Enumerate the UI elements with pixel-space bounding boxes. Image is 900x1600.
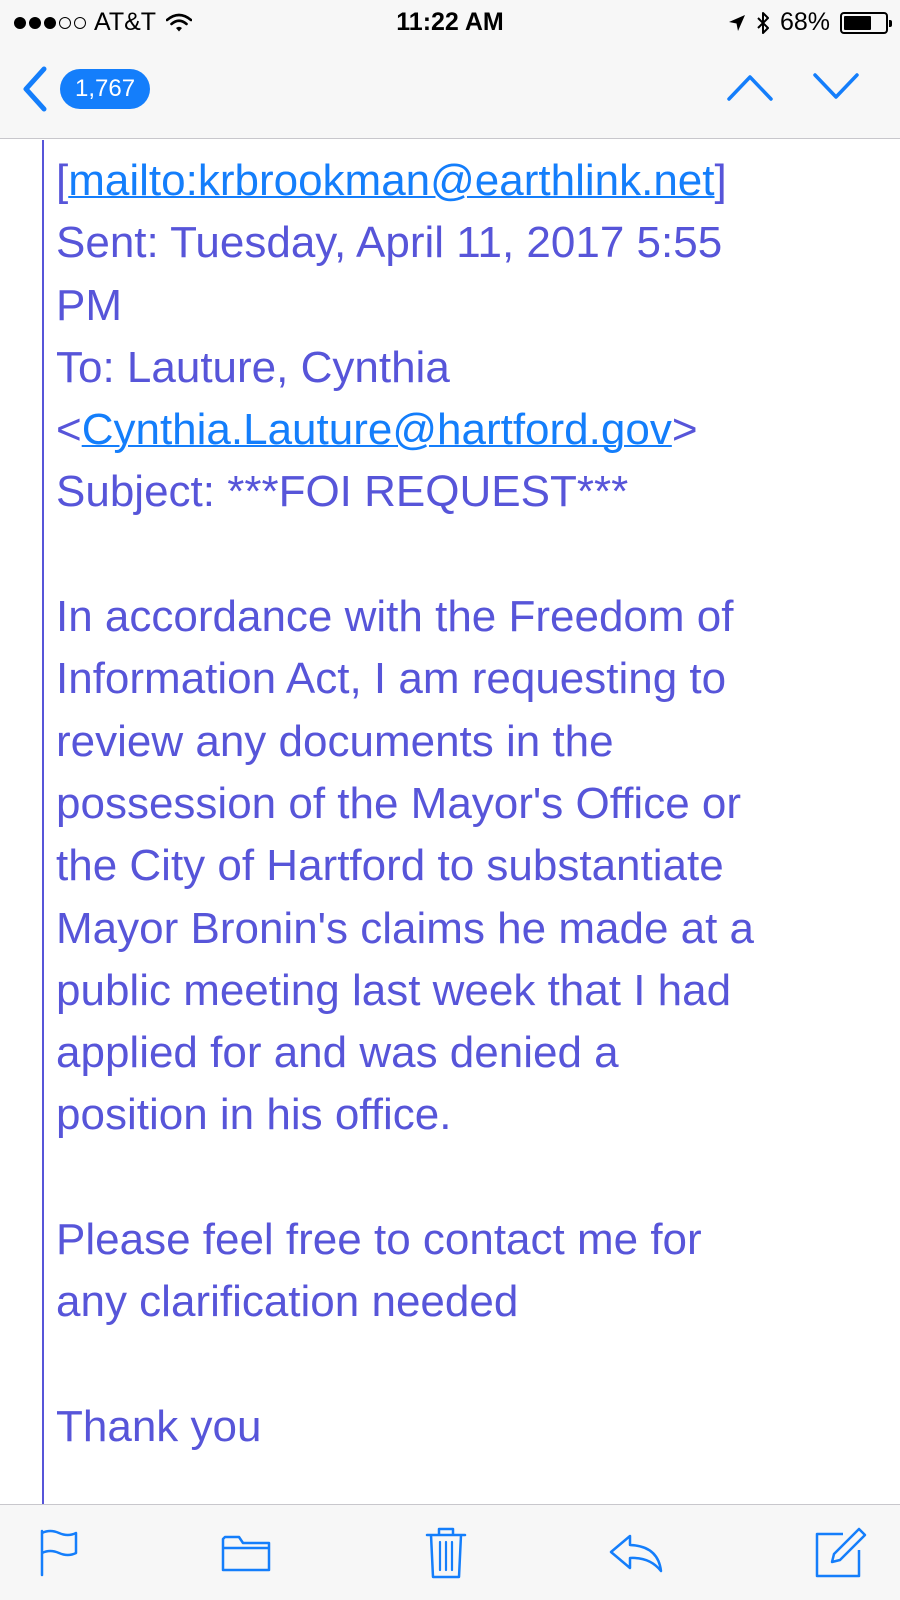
body-line: Please feel free to contact me for [56, 1215, 702, 1265]
body-line: Mayor Bronin's claims he made at a [56, 903, 755, 953]
body-line: public meeting last week that I had [56, 965, 732, 1015]
reply-button[interactable] [608, 1525, 664, 1581]
reply-icon [608, 1532, 664, 1574]
battery-cap [889, 20, 892, 27]
battery-icon [840, 12, 888, 34]
message-content[interactable] [0, 140, 900, 1504]
quote-bar [42, 140, 44, 1504]
bottom-toolbar [0, 1504, 900, 1600]
mailto-link[interactable]: mailto:krbrookman@earthlink.net [68, 156, 715, 205]
to-email-line: <Cynthia.Lauture@hartford.gov> [56, 405, 698, 455]
body-line: In accordance with the Freedom of [56, 592, 734, 642]
compose-icon [813, 1526, 867, 1580]
body-line: any clarification needed [56, 1277, 519, 1327]
body-line: the City of Hartford to substantiate [56, 841, 724, 891]
battery-level [844, 16, 871, 30]
body-line: position in his office. [56, 1090, 452, 1140]
carrier-name: AT&T [94, 8, 157, 36]
quoted-email [56, 150, 886, 1458]
trash-button[interactable] [418, 1525, 474, 1581]
to-line: To: Lauture, Cynthia [56, 342, 450, 392]
spacer [56, 1147, 886, 1209]
message-navigation [726, 72, 860, 102]
spacer [56, 524, 886, 586]
back-button[interactable] [22, 66, 150, 112]
trash-icon [425, 1526, 467, 1580]
body-paragraph-2 [56, 1209, 886, 1334]
status-bar [0, 0, 900, 44]
battery-percent: 68% [779, 8, 830, 36]
nav-bar [0, 44, 900, 139]
compose-button[interactable] [812, 1525, 868, 1581]
flag-button[interactable] [32, 1525, 88, 1581]
move-to-folder-button[interactable] [218, 1525, 274, 1581]
previous-message-button[interactable] [726, 72, 774, 102]
folder-icon [221, 1533, 271, 1573]
sent-line: Sent: Tuesday, April 11, 2017 5:55 [56, 218, 723, 268]
message-count-badge: 1,767 [60, 69, 150, 109]
closing-line: Thank you [56, 1401, 262, 1451]
body-line: applied for and was denied a [56, 1028, 619, 1078]
body-line: review any documents in the [56, 716, 614, 766]
flag-icon [38, 1528, 82, 1578]
subject-line: Subject: ***FOI REQUEST*** [56, 467, 629, 517]
bluetooth-icon [756, 11, 770, 35]
body-paragraph-1 [56, 586, 886, 1147]
mailto-line: [mailto:krbrookman@earthlink.net] [56, 156, 727, 205]
status-right [728, 8, 888, 37]
chevron-left-icon [22, 66, 48, 112]
sent-line-continued: PM [56, 280, 122, 330]
spacer [56, 1334, 886, 1396]
status-time: 11:22 AM [396, 8, 504, 36]
to-email-link[interactable]: Cynthia.Lauture@hartford.gov [81, 405, 672, 455]
body-line: Information Act, I am requesting to [56, 654, 727, 704]
next-message-button[interactable] [812, 72, 860, 102]
body-line: possession of the Mayor's Office or [56, 778, 742, 828]
location-arrow-icon [728, 14, 746, 32]
